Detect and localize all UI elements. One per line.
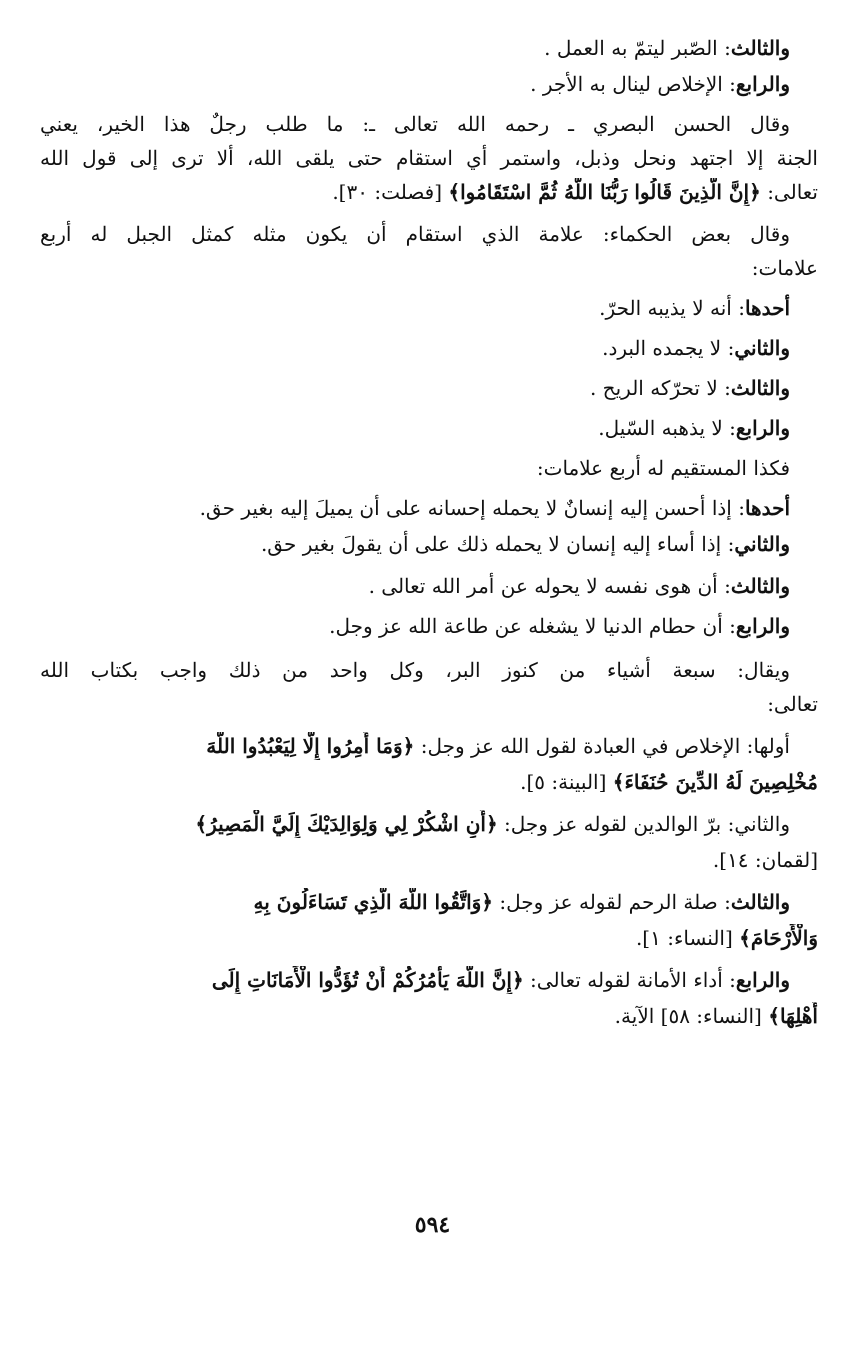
paragraph-line <box>40 846 818 874</box>
quran-quote: ﴿وَمَا أُمِرُوا إِلَّا لِيَعْبُدُوا اللَّهَ <box>206 734 415 758</box>
line-prefix: : صلة الرحم لقوله عز وجل: <box>499 890 731 914</box>
item-label: والثالث <box>730 890 790 914</box>
paragraph-line: تعالى: <box>767 692 818 716</box>
item-label: والثاني <box>734 532 790 556</box>
text-line <box>40 70 818 98</box>
paragraph-line <box>40 966 818 994</box>
paragraph-line <box>40 810 818 838</box>
line-prefix: تعالى: <box>767 180 818 204</box>
item-label: أحدها <box>744 296 790 320</box>
item-label: والرابع <box>735 968 790 992</box>
text-line <box>40 294 818 322</box>
quote-reference: [النساء: ١]. <box>635 926 733 950</box>
text-line <box>40 34 818 62</box>
item-text: : إذا أحسن إليه إنسانٌ لا يحمله إحسانه على أن يميلَ إليه بغير حق. <box>199 496 745 520</box>
paragraph-line <box>40 1002 818 1030</box>
item-label: والثاني <box>734 336 790 360</box>
line-prefix: : أداء الأمانة لقوله تعالى: <box>530 968 736 992</box>
paragraph-line <box>40 888 818 916</box>
text-line: فكذا المستقيم له أربع علامات: <box>536 456 790 480</box>
paragraph-line: ويقال: سبعة أشياء من كنوز البر، وكل واحد من ذلك واجب بكتاب الله <box>40 658 790 682</box>
text-line <box>40 414 818 442</box>
item-text: : لا يجمده البرد. <box>602 336 735 360</box>
paragraph-line: وقال الحسن البصري ـ رحمه الله تعالى ـ: ما طلب رجلٌ هذا الخير، يعني <box>40 112 790 136</box>
line-prefix: والثاني: برّ الوالدين لقوله عز وجل: <box>504 812 790 836</box>
quote-reference: [النساء: ٥٨] الآية. <box>614 1004 762 1028</box>
item-text: : لا يذهبه السّيل. <box>598 416 736 440</box>
quran-quote: أَهْلِهَا﴾ <box>768 1004 818 1028</box>
paragraph-line: وقال بعض الحكماء: علامة الذي استقام أن يكون مثله كمثل الجبل له أربع <box>40 222 790 246</box>
quote-reference: [البينة: ٥]. <box>520 770 607 794</box>
item-label: والرابع <box>735 614 790 638</box>
paragraph-line <box>40 732 818 760</box>
item-text: : الصّبر ليتمّ به العمل . <box>544 36 731 60</box>
quran-quote: وَالْأَرْحَامَ﴾ <box>739 926 818 950</box>
line-prefix: أولها: الإخلاص في العبادة لقول الله عز وجل: <box>420 734 790 758</box>
item-label: أحدها <box>744 496 790 520</box>
document-text <box>40 34 818 1030</box>
paragraph-line <box>40 768 818 796</box>
quran-quote: مُخْلِصِينَ لَهُ الدِّينَ حُنَفَاءَ﴾ <box>612 770 818 794</box>
item-text: : الإخلاص لينال به الأجر . <box>530 72 736 96</box>
item-label: والرابع <box>735 416 790 440</box>
quote-reference: [لقمان: ١٤]. <box>712 848 818 872</box>
quran-quote: ﴿أَنِ اشْكُرْ لِي وَلِوَالِدَيْكَ إِلَيَّ الْمَصِيرُ﴾ <box>195 812 498 836</box>
quote-reference: [فصلت: ٣٠]. <box>332 180 443 204</box>
item-text: : أن حطام الدنيا لا يشغله عن طاعة الله عز وجل. <box>329 614 736 638</box>
paragraph-line: علامات: <box>751 256 818 280</box>
paragraph-line: الجنة إلا اجتهد ونحل وذبل، واستمر أي استقام حتى يلقى الله، ألا ترى إلى قول الله <box>40 146 818 170</box>
item-text: : لا تحرّكه الريح . <box>589 376 731 400</box>
paragraph-line <box>40 178 818 206</box>
text-line <box>40 374 818 402</box>
text-line <box>40 494 818 522</box>
item-label: والثالث <box>730 574 790 598</box>
item-text: : أنه لا يذيبه الحرّ. <box>599 296 745 320</box>
page-number: ٥٩٤ <box>414 1212 451 1238</box>
text-line <box>40 572 818 600</box>
quran-quote: ﴿إِنَّ الَّذِينَ قَالُوا رَبُّنَا اللَّهُ ثُمَّ اسْتَقَامُوا﴾ <box>448 180 761 204</box>
text-line <box>40 612 818 640</box>
quran-quote: ﴿إِنَّ اللَّهَ يَأْمُرُكُمْ أَنْ تُؤَدُّوا الْأَمَانَاتِ إِلَى <box>211 968 524 992</box>
paragraph-line <box>40 924 818 952</box>
item-label: والرابع <box>735 72 790 96</box>
text-line <box>40 530 818 558</box>
item-text: : إذا أساء إليه إنسان لا يحمله ذلك على أن يقولَ بغير حق. <box>260 532 735 556</box>
item-text: : أن هوى نفسه لا يحوله عن أمر الله تعالى . <box>368 574 731 598</box>
item-label: والثالث <box>730 36 790 60</box>
quran-quote: ﴿وَاتَّقُوا اللَّهَ الَّذِي تَسَاءَلُونَ بِهِ <box>253 890 494 914</box>
item-label: والثالث <box>730 376 790 400</box>
text-line <box>40 334 818 362</box>
